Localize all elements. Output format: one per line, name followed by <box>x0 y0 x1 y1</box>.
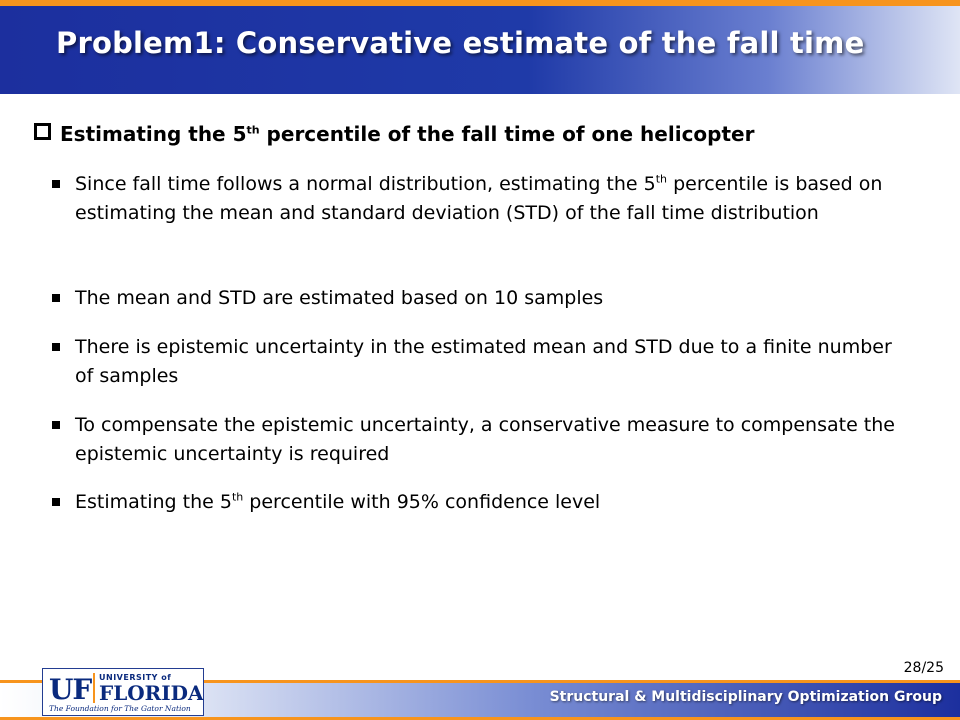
heading-text-pre: Estimating the 5 <box>60 122 247 146</box>
bullet-item <box>52 333 912 391</box>
page-number: 28/25 <box>903 660 944 676</box>
square-bullet-icon <box>52 180 60 188</box>
hollow-square-bullet-icon <box>34 123 51 140</box>
logo-florida-text: FLORIDA <box>99 681 204 705</box>
square-bullet-icon <box>52 498 60 506</box>
bullet-text-post: percentile with 95% confidence level <box>243 491 601 513</box>
bullet-text-pre: Estimating the 5 <box>75 491 232 513</box>
bullet-superscript: th <box>231 490 244 504</box>
bullet-text-pre: Since fall time follows a normal distribution, estimating the 5 <box>75 173 656 195</box>
slide-title: Problem1: Conservative estimate of the fall time <box>56 26 865 60</box>
bullet-superscript: th <box>655 172 668 186</box>
bullet-item <box>52 488 912 517</box>
bullet-text: The mean and STD are estimated based on 10 samples <box>75 287 604 309</box>
logo-university-text: UNIVERSITY of <box>99 673 172 682</box>
bullet-text: There is epistemic uncertainty in the estimated mean and STD due to a finite number of samples <box>75 336 892 387</box>
logo-divider <box>93 673 95 703</box>
heading-superscript: th <box>246 123 260 137</box>
title-bar <box>0 6 960 94</box>
square-bullet-icon <box>52 343 60 351</box>
logo-tagline: The Foundation for The Gator Nation <box>49 704 191 713</box>
group-name: Structural & Multidisciplinary Optimization Group <box>549 689 942 705</box>
square-bullet-icon <box>52 421 60 429</box>
bullet-item <box>52 170 912 228</box>
heading-text-post: percentile of the fall time of one helicopter <box>259 122 755 146</box>
bullet-item <box>52 284 912 313</box>
square-bullet-icon <box>52 294 60 302</box>
uf-logo <box>42 668 204 716</box>
main-heading <box>34 122 754 146</box>
bullet-item <box>52 411 912 469</box>
bullet-text-post: percentile is based on estimating the mean and standard deviation (STD) of the fall time distribution <box>75 173 883 224</box>
bullet-text: To compensate the epistemic uncertainty, a conservative measure to compensate the epistemic uncertainty is required <box>75 414 895 465</box>
logo-uf-mark: UF <box>49 673 92 706</box>
